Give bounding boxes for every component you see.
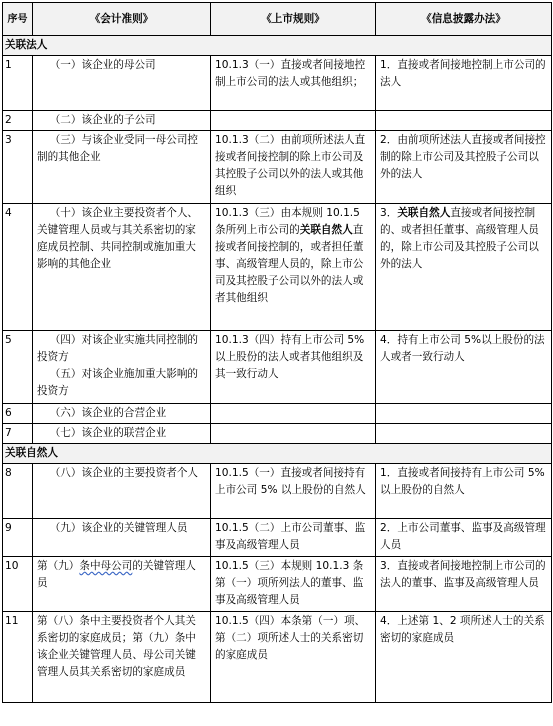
- accounting-cell: （十）该企业主要投资者个人、关键管理人员或与其关系密切的家庭成员控制、共同控制或施加重大影响的其他企业: [33, 204, 211, 331]
- disclosure-cell: 2．上市公司董事、监事及高级管理人员: [376, 519, 552, 557]
- listing-cell: 10.1.3（四）持有上市公司 5%以上股份的法人或者其他组织及其一致行动人: [211, 331, 376, 404]
- listing-cell: [211, 404, 376, 424]
- row-number: 8: [3, 464, 33, 519]
- row-number: 5: [3, 331, 33, 404]
- disclosure-cell: 4．上述第 1、2 项所述人士的关系密切的家庭成员: [376, 612, 552, 703]
- listing-text-bold: 关联自然人: [299, 224, 353, 236]
- disclosure-text-part2: 直接或者间接控制的、或者担任董事、高级管理人员的，除上市公司及其控股子公司以外的法人: [380, 207, 539, 270]
- header-accounting-standards: 《会计准则》: [33, 3, 211, 36]
- table-row: [3, 131, 552, 204]
- table-row: [3, 56, 552, 111]
- disclosure-cell: [376, 111, 552, 131]
- disclosure-cell: 2．由前项所述法人直接或者间接控制的除上市公司及其控股子公司以外的法人: [376, 131, 552, 204]
- header-no: 序号: [3, 3, 33, 36]
- table-row: [3, 111, 552, 131]
- listing-cell: 10.1.5（一）直接或者间接持有上市公司 5% 以上股份的自然人: [211, 464, 376, 519]
- header-row: [3, 3, 552, 36]
- header-disclosure-measures: 《信息披露办法》: [376, 3, 552, 36]
- accounting-cell: （六）该企业的合营企业: [33, 404, 211, 424]
- accounting-cell: （二）该企业的子公司: [33, 111, 211, 131]
- disclosure-cell: 1．直接或者间接持有上市公司 5%以上股份的自然人: [376, 464, 552, 519]
- listing-cell: 10.1.3（一）直接或者间接地控制上市公司的法人或其他组织；: [211, 56, 376, 111]
- accounting-text-underlined: 条中母公司: [79, 560, 133, 572]
- listing-text-part1: 10.1.3（三）由本规则 10.1.5 条所列上市公司的: [215, 207, 360, 236]
- disclosure-text-bold: 关联自然人: [397, 207, 451, 219]
- listing-cell: 10.1.5（四）本条第（一）项、第（二）项所述人士的关系密切的家庭成员: [211, 612, 376, 703]
- header-listing-rules: 《上市规则》: [211, 3, 376, 36]
- table-row: [3, 404, 552, 424]
- section-related-legal-persons: [3, 36, 552, 56]
- disclosure-cell: [376, 204, 552, 331]
- accounting-cell: （三）与该企业受同一母公司控制的其他企业: [33, 131, 211, 204]
- accounting-cell: （九）该企业的关键管理人员: [33, 519, 211, 557]
- table-row: [3, 204, 552, 331]
- listing-cell: [211, 204, 376, 331]
- comparison-table: [2, 2, 552, 703]
- accounting-cell: [33, 557, 211, 612]
- section-title: 关联自然人: [3, 444, 552, 464]
- accounting-cell: （一）该企业的母公司: [33, 56, 211, 111]
- accounting-cell: （八）该企业的主要投资者个人: [33, 464, 211, 519]
- accounting-cell: 第（八）条中主要投资者个人其关系密切的家庭成员；第（九）条中该企业关键管理人员、母公司关键管理人员其关系密切的家庭成员: [33, 612, 211, 703]
- table-row: [3, 557, 552, 612]
- listing-cell: 10.1.3（二）由前项所述法人直接或者间接控制的除上市公司及其控股子公司以外的法人或其他组织: [211, 131, 376, 204]
- accounting-text-part2: 的关键管理人员: [37, 560, 196, 589]
- row-number: 9: [3, 519, 33, 557]
- section-title: 关联法人: [3, 36, 552, 56]
- row-number: 11: [3, 612, 33, 703]
- row-number: 3: [3, 131, 33, 204]
- row-number: 6: [3, 404, 33, 424]
- accounting-line-2: （五）对该企业施加重大影响的投资方: [37, 368, 199, 397]
- row-number: 4: [3, 204, 33, 331]
- disclosure-cell: 4．持有上市公司 5%以上股份的法人或者一致行动人: [376, 331, 552, 404]
- accounting-line-1: （四）对该企业实施共同控制的投资方: [37, 334, 199, 363]
- listing-cell: 10.1.5（二）上市公司董事、监事及高级管理人员: [211, 519, 376, 557]
- table-row: [3, 424, 552, 444]
- table-row: [3, 464, 552, 519]
- disclosure-cell: 1．直接或者间接地控制上市公司的法人: [376, 56, 552, 111]
- listing-cell: [211, 424, 376, 444]
- accounting-cell: [33, 331, 211, 404]
- listing-cell: [211, 111, 376, 131]
- disclosure-cell: 3．直接或者间接地控制上市公司的法人的董事、监事及高级管理人员: [376, 557, 552, 612]
- accounting-text-part1: 第（九）: [37, 560, 80, 572]
- disclosure-cell: [376, 424, 552, 444]
- listing-text-part2: 直接或者间接控制的，或者担任董事、高级管理人员的，除上市公司及其控股子公司以外的法人或者其他组织: [215, 224, 364, 304]
- row-number: 7: [3, 424, 33, 444]
- row-number: 10: [3, 557, 33, 612]
- table-row: [3, 519, 552, 557]
- row-number: 1: [3, 56, 33, 111]
- disclosure-text-part1: 3．: [380, 207, 398, 219]
- accounting-cell: （七）该企业的联营企业: [33, 424, 211, 444]
- section-related-natural-persons: [3, 444, 552, 464]
- row-number: 2: [3, 111, 33, 131]
- table-row: [3, 612, 552, 703]
- disclosure-cell: [376, 404, 552, 424]
- listing-cell: 10.1.5（三）本规则 10.1.3 条第（一）项所列法人的董事、监事及高级管理人员: [211, 557, 376, 612]
- table-row: [3, 331, 552, 404]
